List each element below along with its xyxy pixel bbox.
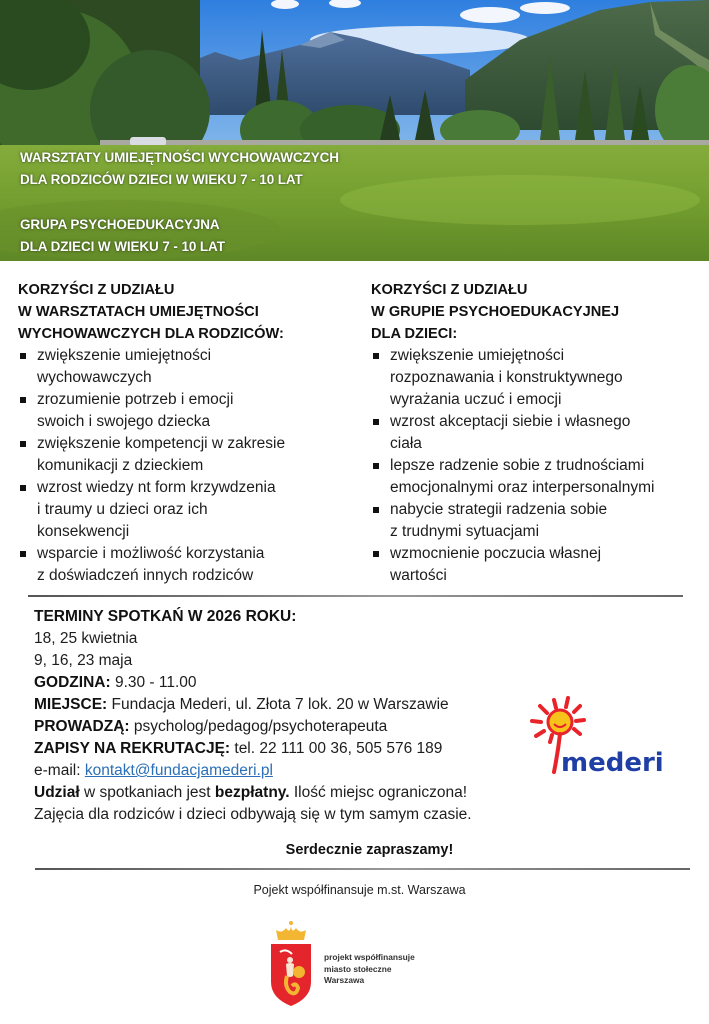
square-bullet-icon (20, 485, 26, 491)
list-item-text: zwiększenie umiejętności (37, 347, 212, 364)
list-item-text: i traumy u dzieci oraz ich (37, 501, 208, 518)
warsaw-logo-line: Warszawa (324, 975, 365, 985)
heading-line: DLA DZIECI: (371, 326, 458, 342)
heading-line: KORZYŚCI Z UDZIAŁU (18, 282, 175, 298)
meeting-info (34, 606, 514, 826)
square-bullet-icon (20, 441, 26, 447)
same-time-note: Zajęcia dla rodziców i dzieci odbywają się w tym samym czasie. (34, 806, 472, 823)
square-bullet-icon (373, 353, 379, 359)
list-item (18, 543, 353, 587)
warsaw-logo (266, 918, 446, 1008)
benefits-children-heading (371, 279, 706, 345)
heading-line: KORZYŚCI Z UDZIAŁU (371, 282, 528, 298)
date-line: 18, 25 kwietnia (34, 630, 138, 647)
square-bullet-icon (373, 419, 379, 425)
hero-title-line: DLA DZIECI W WIEKU 7 - 10 LAT (20, 239, 225, 254)
list-item-text: nabycie strategii radzenia sobie (390, 501, 608, 518)
list-item (18, 477, 353, 543)
benefits-parents-heading (18, 279, 353, 345)
invitation-label: Serdecznie zapraszamy! (285, 842, 454, 858)
heading-line: W GRUPIE PSYCHOEDUKACYJNEJ (371, 304, 620, 320)
leaders-label: PROWADZĄ: (34, 718, 130, 735)
list-item-text: z doświadczeń innych rodziców (37, 567, 254, 584)
benefits-parents-section (18, 279, 353, 587)
benefits-children-list (371, 345, 706, 587)
dates-heading-text: TERMINY SPOTKAŃ W 2026 ROKU: (34, 608, 297, 625)
benefits-parents-list (18, 345, 353, 587)
invitation-text (0, 842, 709, 858)
hero-title-line: DLA RODZICÓW DZIECI W WIEKU 7 - 10 LAT (20, 172, 303, 187)
warsaw-logo-text (324, 952, 415, 987)
list-item-text: wzrost akceptacji siebie i własnego (390, 413, 631, 430)
list-item (371, 455, 706, 499)
list-item-text: wychowawczych (37, 369, 152, 386)
hero-banner (0, 0, 709, 261)
list-item (371, 543, 706, 587)
free-text: Ilość miejsc ograniczona! (289, 784, 468, 801)
square-bullet-icon (373, 463, 379, 469)
list-item-text: zrozumienie potrzeb i emocji (37, 391, 234, 408)
hero-title-group (20, 214, 225, 258)
hero-title-workshops (20, 147, 339, 191)
leaders-row (34, 716, 514, 738)
list-item-text: rozpoznawania i konstruktywnego (390, 369, 623, 386)
free-participation-row (34, 782, 514, 804)
dates-heading (34, 606, 514, 628)
warsaw-coat-of-arms-icon (266, 918, 316, 1008)
email-label: e-mail: (34, 762, 85, 779)
list-item-text: wzmocnienie poczucia własnej (390, 545, 602, 562)
cofinance-note (0, 883, 709, 897)
date-line: 9, 16, 23 maja (34, 652, 133, 669)
section-divider (35, 868, 690, 870)
time-label: GODZINA: (34, 674, 111, 691)
section-divider (28, 595, 683, 597)
time-value: 9.30 - 11.00 (110, 674, 197, 691)
mederi-wordmark: mederi (561, 748, 664, 776)
warsaw-logo-line: projekt współfinansuje (324, 952, 415, 962)
list-item-text: zwiększenie umiejętności (390, 347, 565, 364)
warsaw-logo-line: miasto stołeczne (324, 963, 392, 974)
list-item-text: ciała (390, 435, 422, 452)
hero-title-line: GRUPA PSYCHOEDUKACYJNA (20, 217, 220, 232)
place-label: MIEJSCE: (34, 696, 108, 713)
list-item (18, 389, 353, 433)
list-item-text: lepsze radzenie sobie z trudnościami (390, 457, 645, 474)
signup-phones: tel. 22 111 00 36, 505 576 189 (230, 740, 443, 757)
square-bullet-icon (20, 397, 26, 403)
list-item-text: wzrost wiedzy nt form krzywdzenia (37, 479, 276, 496)
list-item-text: wsparcie i możliwość korzystania (37, 545, 265, 562)
email-row (34, 760, 514, 782)
list-item (18, 345, 353, 389)
list-item-text: konsekwencji (37, 523, 130, 540)
free-text: w spotkaniach jest (79, 784, 215, 801)
heading-line: W WARSZTATACH UMIEJĘTNOŚCI (18, 304, 259, 320)
list-item-text: z trudnymi sytuacjami (390, 523, 540, 540)
leaders-value: psycholog/pedagog/psychoterapeuta (129, 718, 388, 735)
list-item-text: komunikacji z dzieckiem (37, 457, 204, 474)
list-item (371, 345, 706, 411)
square-bullet-icon (373, 551, 379, 557)
list-item (371, 499, 706, 543)
list-item-text: emocjonalnymi oraz interpersonalnymi (390, 479, 655, 496)
email-link[interactable]: kontakt@fundacjamederi.pl (84, 762, 273, 779)
signup-row (34, 738, 514, 760)
square-bullet-icon (20, 551, 26, 557)
mederi-logo (524, 694, 664, 776)
benefits-children-section (371, 279, 706, 587)
list-item-text: swoich i swojego dziecka (37, 413, 211, 430)
free-bold-text: Udział (34, 784, 80, 801)
list-item (18, 433, 353, 477)
list-item (371, 411, 706, 455)
list-item-text: zwiększenie kompetencji w zakresie (37, 435, 286, 452)
time-row (34, 672, 514, 694)
place-value: Fundacja Mederi, ul. Złota 7 lok. 20 w Warszawie (107, 696, 449, 713)
heading-line: WYCHOWAWCZYCH DLA RODZICÓW: (18, 326, 284, 342)
hero-title-line: WARSZTATY UMIEJĘTNOŚCI WYCHOWAWCZYCH (20, 150, 339, 165)
cofinance-text: Pojekt współfinansuje m.st. Warszawa (253, 883, 466, 897)
square-bullet-icon (20, 353, 26, 359)
mederi-sun-icon (524, 694, 664, 776)
place-row (34, 694, 514, 716)
list-item-text: wartości (390, 567, 447, 584)
signup-label: ZAPISY NA REKRUTACJĘ: (34, 740, 231, 757)
list-item-text: wyrażania uczuć i emocji (390, 391, 562, 408)
free-bold-text: bezpłatny. (214, 784, 290, 801)
square-bullet-icon (373, 507, 379, 513)
